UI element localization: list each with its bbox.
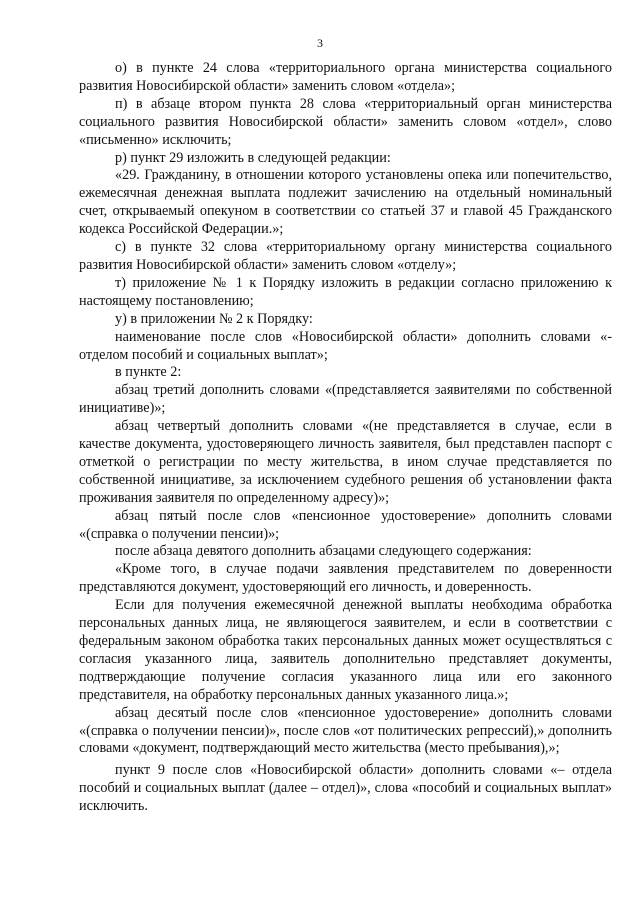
- paragraph-s: с) в пункте 32 слова «территориальному органу министерства социального развития Новосибирской области» заменить словом «отделу»;: [79, 239, 612, 273]
- paragraph-abzac-10: абзац десятый после слов «пенсионное удостоверение» дополнить словами «(справка о получении пенсии)», после слов «от политических репрессий),» дополнить словами «документ, подтверждающий место жительства (место пребывания),»;: [79, 704, 612, 757]
- paragraph-abzac-3: абзац третий дополнить словами «(представляется заявителями по собственной инициативе)»;: [79, 382, 612, 417]
- paragraph-point-29: «29. Гражданину, в отношении которого установлены опека или попечительство, ежемесячная денежная выплата подлежит зачислению на отдельный номинальный счет, открываемый опекуном в соответствии со статьей 37 и главой 45 Гражданского кодекса Российской Федерации.»;: [79, 167, 612, 238]
- paragraph-abzac-4: абзац четвертый дополнить словами «(не представляется в случае, если в качестве документа, удостоверяющего личность заявителя, был представлен паспорт с отметкой о регистрации по месту жительства, в ином случае представляется по собственной инициативе, за исключением судебного решения об установлении факта проживания заявителя по определенному адресу)»;: [79, 418, 612, 506]
- paragraph-proxy: «Кроме того, в случае подачи заявления представителем по доверенности представляются документ, удостоверяющий его личность, и доверенность.: [79, 561, 612, 596]
- paragraph-point-2: в пункте 2:: [115, 364, 182, 381]
- paragraph-title-change: наименование после слов «Новосибирской области» дополнить словами «- отделом пособий и социальных выплат»;: [79, 328, 612, 363]
- paragraph-after-abzac-9: после абзаца девятого дополнить абзацами следующего содержания:: [115, 543, 532, 560]
- paragraph-o: о) в пункте 24 слова «территориального органа министерства социального развития Новосибирской области» заменить словом «отдела»;: [79, 60, 612, 94]
- paragraph-u: у) в приложении № 2 к Порядку:: [115, 310, 313, 327]
- document-body: [79, 60, 612, 816]
- paragraph-r: р) пункт 29 изложить в следующей редакции:: [115, 149, 391, 166]
- paragraph-personal-data: Если для получения ежемесячной денежной выплаты необходима обработка персональных данных лица, не являющегося заявителем, и если в соответствии с федеральным законом обработка таких персональных данных может осуществляться с согласия указанного лица, заявитель дополнительно представляет документы, подтверждающие получение согласия указанного лица или его законного представителя, на обработку персональных данных указанного лица.»;: [79, 597, 612, 703]
- paragraph-point-9: пункт 9 после слов «Новосибирской области» дополнить словами «– отдела пособий и социальных выплат (далее – отдел)», слова «пособий и социальных выплат» исключить.: [79, 762, 612, 815]
- page-number: 3: [317, 36, 323, 50]
- paragraph-t: т) приложение № 1 к Порядку изложить в редакции согласно приложению к настоящему постановлению;: [79, 274, 612, 309]
- paragraph-p: п) в абзаце втором пункта 28 слова «территориальный орган министерства социального развития Новосибирской области» заменить словом «отдел», слово «письменно» исключить;: [79, 95, 612, 148]
- paragraph-abzac-5: абзац пятый после слов «пенсионное удостоверение» дополнить словами «(справка о получении пенсии)»;: [79, 507, 612, 542]
